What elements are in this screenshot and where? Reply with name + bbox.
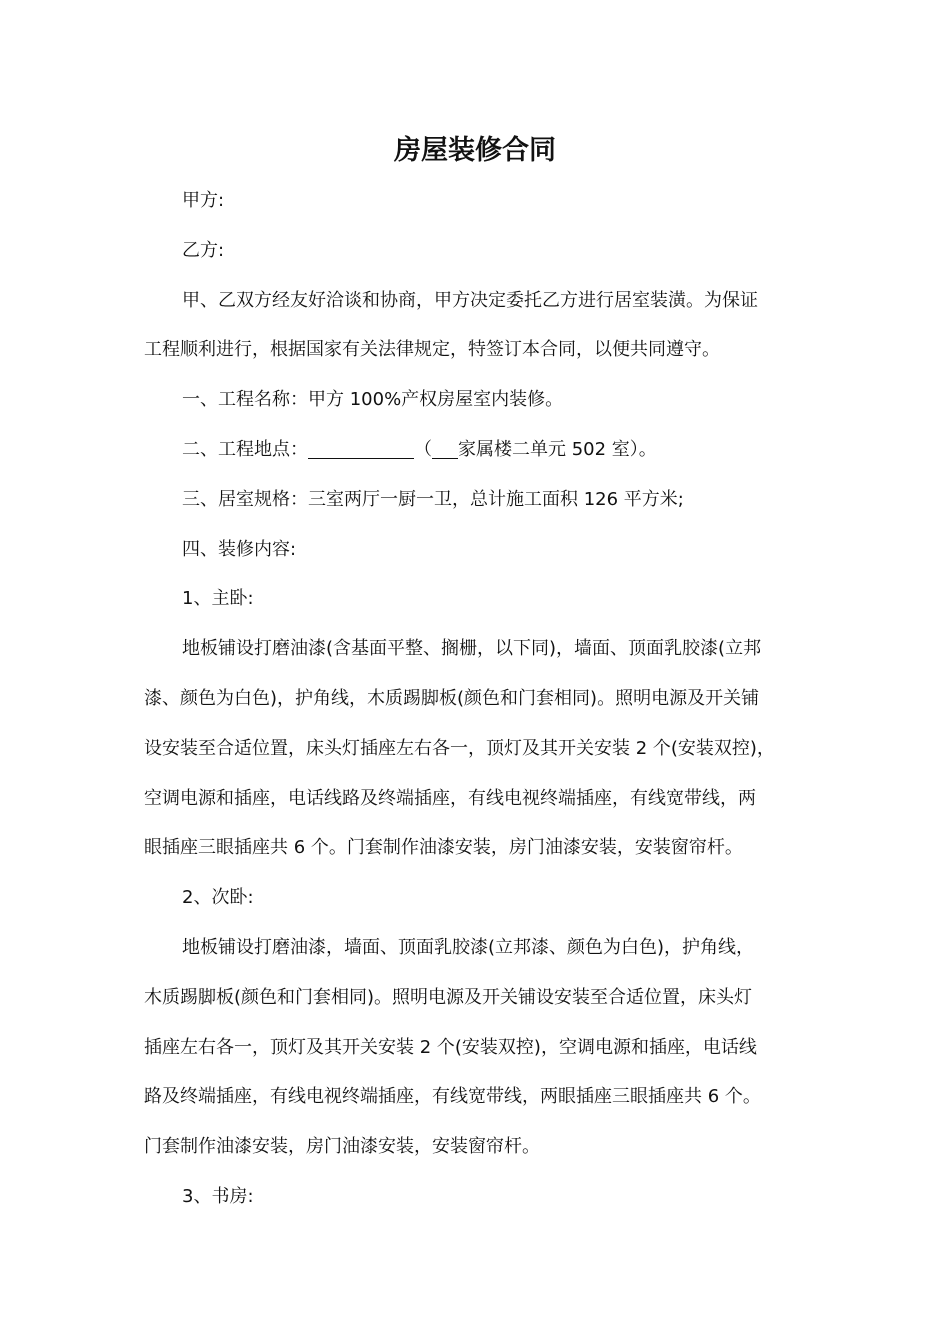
intro-line: 甲、乙双方经友好洽谈和协商，甲方决定委托乙方进行居室装潢。为保证 [182, 289, 758, 311]
intro-paragraph [144, 276, 809, 376]
party-b-line: 乙方: [182, 239, 225, 261]
document-body [144, 176, 809, 1222]
location-label: 二、工程地点： [182, 438, 308, 460]
section1-line: 眼插座三眼插座共 6 个。门套制作油漆安装，房门油漆安装，安装窗帘杆。 [144, 837, 743, 859]
section1-line: 漆、颜色为白色)，护角线，木质踢脚板(颜色和门套相同)。照明电源及开关铺 [144, 687, 760, 709]
party-a-line: 甲方: [182, 190, 225, 211]
project-name-clause: 一、工程名称：甲方 100%产权房屋室内装修。 [182, 389, 564, 411]
section2-line: 门套制作油漆安装，房门油漆安装，安装窗帘杆。 [144, 1136, 540, 1158]
section1-paragraph [144, 624, 809, 873]
location-blank [308, 438, 414, 459]
room-spec-clause: 三、居室规格：三室两厅一厨一卫，总计施工面积 126 平方米; [182, 488, 684, 510]
section2-paragraph [144, 923, 809, 1172]
section2-line: 路及终端插座，有线电视终端插座，有线宽带线，两眼插座三眼插座共 6 个。 [144, 1086, 761, 1108]
section1-line: 地板铺设打磨油漆(含基面平整、搁栅，以下同)，墙面、顶面乳胶漆(立邦 [182, 638, 762, 660]
location-short-blank [432, 438, 458, 459]
section3-heading: 3、书房: [182, 1185, 254, 1207]
location-open-paren: （ [414, 438, 432, 460]
section2-line: 插座左右各一，顶灯及其开关安装 2 个(安装双控)，空调电源和插座，电话线 [144, 1036, 757, 1058]
section1-heading: 1、主卧: [182, 588, 254, 610]
section2-line: 木质踢脚板(颜色和门套相同)。照明电源及开关铺设安装至合适位置，床头灯 [144, 986, 753, 1008]
project-location-clause [144, 425, 809, 475]
intro-line: 工程顺利进行，根据国家有关法律规定，特签订本合同，以便共同遵守。 [144, 339, 720, 361]
content-heading: 四、装修内容: [182, 538, 297, 560]
section2-heading: 2、次卧: [182, 887, 254, 909]
document-title: 房屋装修合同 [394, 135, 556, 166]
location-detail: 家属楼二单元 502 室）。 [458, 438, 657, 460]
section2-line: 地板铺设打磨油漆，墙面、顶面乳胶漆(立邦漆、颜色为白色)，护角线， [182, 936, 755, 958]
section1-line: 设安装至合适位置，床头灯插座左右各一，顶灯及其开关安装 2 个(安装双控)， [144, 737, 775, 759]
section1-line: 空调电源和插座，电话线路及终端插座，有线电视终端插座，有线宽带线，两 [144, 787, 756, 809]
